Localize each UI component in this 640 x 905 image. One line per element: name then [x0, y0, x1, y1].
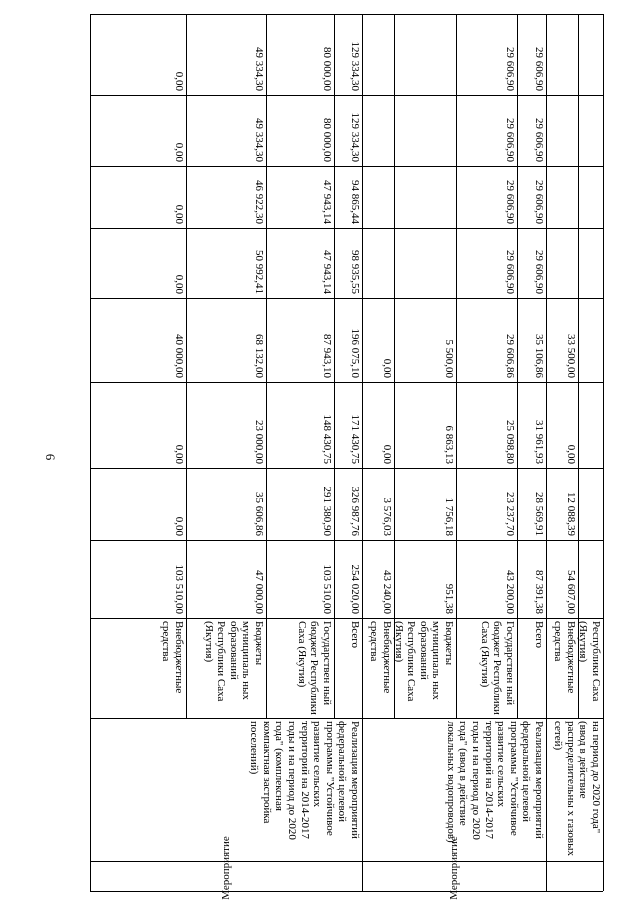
value-cell: 87 391,38 — [533, 570, 545, 614]
value-cell — [546, 14, 578, 95]
table-border — [90, 891, 603, 892]
value-cell: 326 987,76 — [349, 486, 361, 536]
value-cell: 29 606,90 — [533, 180, 545, 224]
value-cell: 6 863,13 — [443, 425, 455, 464]
value-cell: 29 606,86 — [504, 334, 516, 378]
value-cell: 54 607,00 — [565, 570, 577, 614]
value-cell: 49 334,30 — [253, 47, 265, 91]
source-cell: Бюджеты муниципаль ных образований Республики Саха (Якутия) — [392, 621, 455, 702]
table-border — [603, 14, 604, 891]
value-cell: 0,00 — [173, 444, 185, 464]
event-cell: Реализация мероприятий федеральной целевой программы "Устойчивое развитие сельских территорий на 2014-2017 годы и на период до 2020 года" (ввод в действие локальных водопроводов) — [444, 721, 545, 843]
value-cell: 148 430,75 — [321, 414, 333, 464]
value-cell — [394, 14, 456, 95]
source-cell: Государствен ный бюджет Республики Саха (Якутия) — [478, 621, 516, 715]
value-cell — [578, 95, 603, 166]
value-cell: 171 430,75 — [349, 414, 361, 464]
value-cell: 68 132,00 — [253, 334, 265, 378]
value-cell — [546, 228, 578, 298]
value-cell — [546, 95, 578, 166]
value-cell: 103 510,00 — [321, 564, 333, 614]
value-cell: 3 576,03 — [381, 497, 393, 536]
value-cell: 23 000,00 — [253, 420, 265, 464]
value-cell — [394, 228, 456, 298]
value-cell: 0,00 — [381, 358, 393, 378]
value-cell: 35 106,86 — [533, 334, 545, 378]
value-cell: 29 606,90 — [504, 250, 516, 294]
value-cell — [578, 228, 603, 298]
value-cell: 29 606,90 — [504, 47, 516, 91]
value-cell: 103 510,00 — [173, 564, 185, 614]
value-cell: 0,00 — [173, 71, 185, 91]
type-label-text: Мероприятие — [448, 836, 460, 900]
value-cell: 98 935,55 — [349, 250, 361, 294]
value-cell — [394, 166, 456, 228]
value-cell — [578, 298, 603, 382]
value-cell: 31 961,93 — [533, 420, 545, 464]
source-cell: Всего — [349, 621, 361, 648]
value-cell — [362, 95, 394, 166]
value-cell: 47 000,00 — [253, 570, 265, 614]
value-cell — [362, 14, 394, 95]
source-cell: Всего — [533, 621, 545, 648]
value-cell: 0,00 — [173, 142, 185, 162]
value-cell: 47 943,14 — [321, 250, 333, 294]
event-cell: на период до 2020 года" (ввод в действие распределительны х газовых сетей) — [552, 721, 602, 856]
value-cell: 129 334,30 — [349, 112, 361, 162]
value-cell — [546, 166, 578, 228]
value-cell — [578, 540, 603, 618]
value-cell: 29 606,90 — [533, 118, 545, 162]
source-cell: Внебюджетные средства — [552, 621, 577, 694]
value-cell: 25 098,80 — [504, 420, 516, 464]
value-cell: 254 020,00 — [349, 564, 361, 614]
value-cell: 12 088,39 — [565, 492, 577, 536]
value-cell — [578, 14, 603, 95]
value-cell: 33 500,00 — [565, 334, 577, 378]
page-number: 6 — [43, 453, 58, 461]
value-cell — [362, 166, 394, 228]
value-cell: 87 943,10 — [321, 334, 333, 378]
value-cell: 94 865,44 — [349, 180, 361, 224]
value-cell: 5 500,00 — [443, 339, 455, 378]
value-cell: 80 000,00 — [321, 47, 333, 91]
value-cell: 196 075,10 — [349, 328, 361, 378]
value-cell: 951,38 — [443, 583, 455, 614]
value-cell: 50 992,41 — [253, 250, 265, 294]
value-cell: 43 200,00 — [504, 570, 516, 614]
value-cell: 80 000,00 — [321, 118, 333, 162]
value-cell: 29 606,90 — [504, 180, 516, 224]
value-cell — [578, 468, 603, 540]
value-cell: 291 380,90 — [321, 486, 333, 536]
value-cell: 43 240,00 — [381, 570, 393, 614]
source-cell: Внебюджетные средства — [160, 621, 185, 694]
source-cell: Бюджеты муниципаль ных образований Республики Саха (Якутия) — [202, 621, 265, 702]
value-cell: 40 000,00 — [173, 334, 185, 378]
value-cell: 23 237,70 — [504, 492, 516, 536]
source-cell: Республики Саха (Якутия) — [577, 621, 602, 702]
value-cell: 46 922,30 — [253, 180, 265, 224]
value-cell: 35 606,86 — [253, 492, 265, 536]
value-cell: 0,00 — [381, 444, 393, 464]
value-cell — [578, 166, 603, 228]
value-cell — [362, 228, 394, 298]
value-cell: 0,00 — [173, 204, 185, 224]
table-border — [90, 861, 603, 862]
value-cell: 29 606,90 — [504, 118, 516, 162]
value-cell: 0,00 — [565, 444, 577, 464]
value-cell — [394, 95, 456, 166]
value-cell: 49 334,30 — [253, 118, 265, 162]
value-cell: 129 334,30 — [349, 41, 361, 91]
event-cell: Реализация мероприятий федеральной целевой программы "Устойчивое развитие сельских территорий на 2014-2017 годы и на период до 2020 года" (комплексная компактная застройка поселений) — [248, 721, 361, 840]
value-cell — [578, 382, 603, 468]
value-cell: 47 943,14 — [321, 180, 333, 224]
value-cell: 29 606,90 — [533, 250, 545, 294]
value-cell: 0,00 — [173, 516, 185, 536]
value-cell: 0,00 — [173, 274, 185, 294]
type-label-text: Мероприятие — [220, 836, 232, 900]
source-cell: Государствен ный бюджет Республики Саха (Якутия) — [295, 621, 333, 715]
value-cell: 1 756,18 — [443, 497, 455, 536]
source-cell: Внебюджетные средства — [368, 621, 393, 694]
value-cell: 29 606,90 — [533, 47, 545, 91]
value-cell: 28 569,91 — [533, 492, 545, 536]
